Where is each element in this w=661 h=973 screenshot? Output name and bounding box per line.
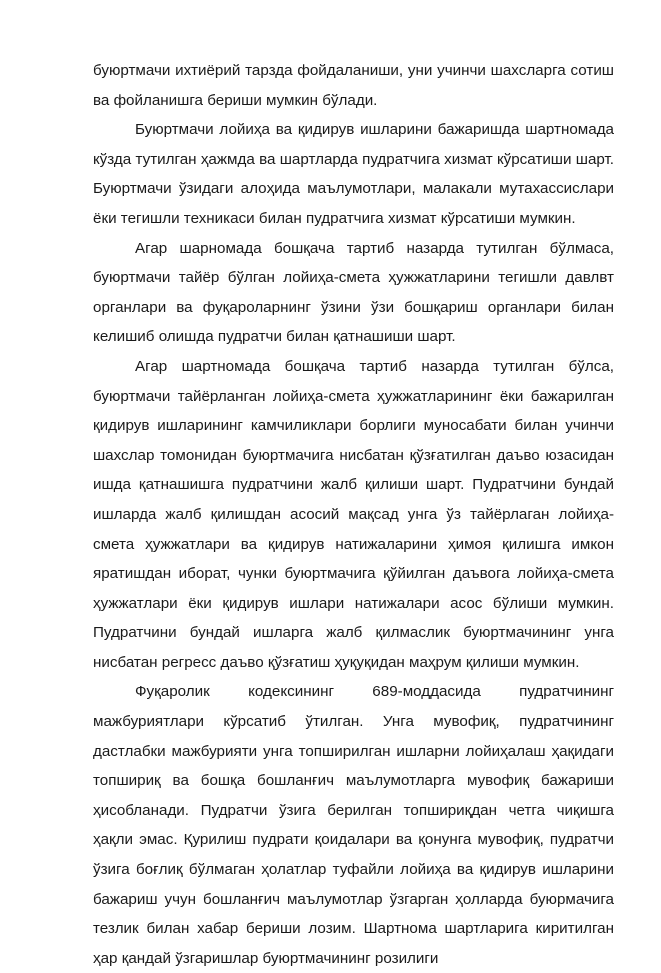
paragraph: Агар шартномада бошқача тартиб назарда тутилган бўлса, буюртмачи тайёрланган лойиҳа-смета ҳужжатларининг ёки бажарилган қидирув ишларининг камчиликлари борлиги муносабати билан учинчи шахслар томонидан буюртмачига нисбатан қўзғатилган даъво юзасидан ишда қатнашишга пудратчини жалб қилиши шарт. Пудратчини бундай ишларда жалб қилишдан асосий мақсад унга ўз тайёрлаган лойиҳа-смета ҳужжатлари ва қидирув натижаларини ҳимоя қилишга имкон яратишдан иборат, чунки буюртмачига қўйилган даъвога лойиҳа-смета ҳужжатлари ёки қидирув ишлари натижалари асос бўлиши мумкин. Пудратчини бундай ишларга жалб қилмаслик буюртмачининг унга нисбатан регресс даъво қўзғатиш ҳуқуқидан маҳрум қилиши мумкин. [93,357,614,671]
paragraph: Буюртмачи лойиҳа ва қидирув ишларини бажаришда шартномада кўзда тутилган ҳажмда ва шартларда пудратчига хизмат кўрсатиши шарт. Буюртмачи ўзидаги алоҳида маълумотлари, малакали мутахассислари ёки тегишли техникаси билан пудратчига хизмат кўрсатиши мумкин. [93,121,614,227]
paragraph: Агар шарномада бошқача тартиб назарда тутилган бўлмаса, буюртмачи тайёр бўлган лойиҳа-смета ҳужжатларини тегишли давлвт органлари ва фуқароларнинг ўзини ўзи бошқариш органлари билан келишиб олишда пудратчи билан қатнашиши шарт. [93,239,614,346]
paragraph-continuation: буюртмачи ихтиёрий тарзда фойдаланиши, уни учинчи шахсларга сотиш ва фойланишга бериши мумкин бўлади. [93,62,614,109]
document-body [93,56,614,973]
paragraph: Фуқаролик кодексининг 689-моддасида пудратчининг мажбуриятлари кўрсатиб ўтилган. Унга мувофиқ, пудратчининг дастлабки мажбурияти унга топширилган ишларни лойиҳалаш ҳақидаги топшириқ ва бошқа бошланғич маълумотларга мувофиқ бажариши ҳисобланади. Пудратчи ўзига берилган топшириқдан четга чиқишга ҳақли эмас. Қурилиш пудрати қоидалари ва қонунга мувофиқ, пудратчи ўзига боғлиқ бўлмаган ҳолатлар туфайли лойиҳа ва қидирув ишларини бажариш учун бошланғич маълумотлар ўзгарган ҳолларда буюрмачига тезлик билан хабар бериши лозим. Шартнома шартларига киритилган ҳар қандай ўзгаришлар буюртмачининг розилиги [93,683,614,967]
